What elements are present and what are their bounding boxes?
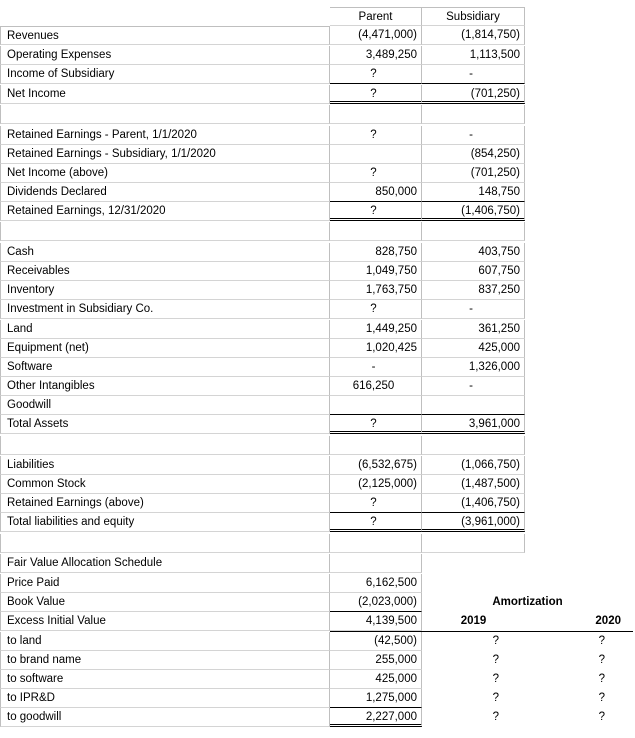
table-row	[0, 126, 635, 145]
parent-value[interactable]: ?	[330, 85, 422, 104]
subsidiary-value[interactable]: (1,814,750)	[422, 26, 525, 45]
row-label[interactable]: Other Intangibles	[0, 377, 330, 396]
parent-value[interactable]: 1,763,750	[330, 281, 422, 300]
fair-value[interactable]: 425,000	[330, 670, 422, 689]
row-label[interactable]: Operating Expenses	[0, 46, 330, 65]
row-label[interactable]: Investment in Subsidiary Co.	[0, 300, 330, 319]
parent-value[interactable]: -	[330, 358, 422, 377]
header-row	[0, 7, 635, 26]
parent-value[interactable]: 1,449,250	[330, 320, 422, 339]
row-label[interactable]: Receivables	[0, 262, 330, 281]
subsidiary-value[interactable]: 425,000	[422, 339, 525, 358]
amort-2019[interactable]: ?	[492, 635, 499, 647]
table-row	[0, 202, 635, 221]
row-label[interactable]: Total Assets	[0, 415, 330, 434]
subsidiary-value[interactable]: (701,250)	[422, 85, 525, 104]
subsidiary-value[interactable]: (1,406,750)	[422, 494, 525, 513]
blank-cell	[330, 436, 422, 455]
parent-value[interactable]: ?	[330, 300, 422, 319]
amort-2019[interactable]: ?	[492, 673, 499, 685]
fair-value[interactable]: 4,139,500	[330, 612, 422, 631]
table-row	[0, 262, 635, 281]
table-row	[0, 415, 635, 434]
parent-value[interactable]: ?	[330, 164, 422, 183]
parent-value[interactable]: 3,489,250	[330, 46, 422, 65]
table-row	[0, 26, 635, 45]
subsidiary-value[interactable]: 837,250	[422, 281, 525, 300]
subsidiary-value[interactable]: -	[422, 377, 525, 396]
parent-value[interactable]: 1,020,425	[330, 339, 422, 358]
table-row	[0, 593, 635, 612]
row-label[interactable]: to land	[0, 632, 330, 651]
fair-value-title[interactable]: Fair Value Allocation Schedule	[0, 554, 330, 573]
subsidiary-value[interactable]: (1,406,750)	[422, 202, 525, 221]
subsidiary-value[interactable]: (3,961,000)	[422, 513, 525, 532]
table-row	[0, 456, 635, 475]
table-row	[0, 612, 635, 631]
row-label[interactable]: Revenues	[0, 26, 330, 45]
row-label[interactable]: to brand name	[0, 651, 330, 670]
row-label[interactable]: Excess Initial Value	[0, 612, 330, 631]
table-row	[0, 339, 635, 358]
subsidiary-value[interactable]: (701,250)	[422, 164, 525, 183]
row-label[interactable]: Price Paid	[0, 574, 330, 593]
row-label[interactable]: Common Stock	[0, 475, 330, 494]
parent-value[interactable]: 850,000	[330, 183, 422, 202]
row-label[interactable]: Inventory	[0, 281, 330, 300]
row-label[interactable]: Goodwill	[0, 396, 330, 415]
row-label[interactable]: Net Income	[0, 85, 330, 104]
amort-2019[interactable]: ?	[492, 711, 499, 723]
row-label[interactable]: Liabilities	[0, 456, 330, 475]
amort-2019[interactable]: ?	[492, 654, 499, 666]
table-row	[0, 574, 635, 593]
subsidiary-value[interactable]: (1,487,500)	[422, 475, 525, 494]
parent-value[interactable]: 616,250	[330, 377, 422, 396]
row-label[interactable]: Total liabilities and equity	[0, 513, 330, 532]
table-row	[0, 320, 635, 339]
blank-cell	[422, 436, 525, 455]
subsidiary-value[interactable]: (854,250)	[422, 145, 525, 164]
blank-cell	[0, 222, 330, 241]
amort-2020[interactable]: ?	[598, 711, 605, 723]
subsidiary-value[interactable]: 3,961,000	[422, 415, 525, 434]
subsidiary-value[interactable]: 148,750	[422, 183, 525, 202]
blank-cell	[330, 534, 422, 553]
amort-2020[interactable]: ?	[598, 673, 605, 685]
blank-cell	[0, 436, 330, 455]
blank-cell	[330, 105, 422, 124]
amort-2020[interactable]: ?	[598, 692, 605, 704]
parent-value[interactable]	[330, 145, 422, 164]
amort-2019[interactable]: ?	[492, 692, 499, 704]
subsidiary-value[interactable]: 403,750	[422, 243, 525, 262]
fair-value[interactable]: 2,227,000	[330, 708, 422, 727]
parent-value[interactable]: ?	[330, 415, 422, 434]
table-row	[0, 651, 635, 670]
table-row	[0, 689, 635, 708]
table-row	[0, 475, 635, 494]
spacer-row	[0, 105, 635, 124]
parent-value[interactable]: ?	[330, 202, 422, 221]
row-label[interactable]: Retained Earnings, 12/31/2020	[0, 202, 330, 221]
blank-cell	[330, 554, 422, 573]
table-row	[0, 243, 635, 262]
row-label[interactable]: Dividends Declared	[0, 183, 330, 202]
table-row	[0, 164, 635, 183]
row-label[interactable]: Income of Subsidiary	[0, 65, 330, 84]
row-label[interactable]: Net Income (above)	[0, 164, 330, 183]
header-parent[interactable]: Parent	[330, 7, 422, 26]
amort-2020[interactable]: ?	[598, 635, 605, 647]
parent-value[interactable]: 828,750	[330, 243, 422, 262]
table-row	[0, 46, 635, 65]
parent-value[interactable]	[330, 396, 422, 415]
fair-value[interactable]: 6,162,500	[330, 574, 422, 593]
blank-cell	[330, 222, 422, 241]
blank-cell	[422, 222, 525, 241]
fair-value[interactable]: 1,275,000	[330, 689, 422, 708]
subsidiary-value[interactable]	[422, 396, 525, 415]
row-label[interactable]: Retained Earnings - Parent, 1/1/2020	[0, 126, 330, 145]
table-row	[0, 145, 635, 164]
fair-value[interactable]: 255,000	[330, 651, 422, 670]
subsidiary-value[interactable]: 1,113,500	[422, 46, 525, 65]
table-row	[0, 358, 635, 377]
table-row	[0, 281, 635, 300]
blank-cell	[0, 105, 330, 124]
row-label[interactable]: Cash	[0, 243, 330, 262]
year-2020-header[interactable]: 2020	[595, 615, 621, 627]
parent-value[interactable]: ?	[330, 65, 422, 84]
blank-cell	[422, 105, 525, 124]
spacer-row	[0, 534, 635, 553]
blank-cell	[422, 534, 525, 553]
row-label[interactable]: Land	[0, 320, 330, 339]
table-row	[0, 632, 635, 651]
row-label[interactable]: Retained Earnings (above)	[0, 494, 330, 513]
subsidiary-value[interactable]: -	[422, 300, 525, 319]
spacer-row	[0, 222, 635, 241]
row-label[interactable]: Equipment (net)	[0, 339, 330, 358]
table-row	[0, 300, 635, 319]
subsidiary-value[interactable]: 361,250	[422, 320, 525, 339]
amort-2020[interactable]: ?	[598, 654, 605, 666]
year-2019-header[interactable]: 2019	[460, 615, 487, 627]
subsidiary-value[interactable]: 1,326,000	[422, 358, 525, 377]
table-row	[0, 396, 635, 415]
subsidiary-value[interactable]: -	[422, 126, 525, 145]
row-label[interactable]: to software	[0, 670, 330, 689]
header-subsidiary[interactable]: Subsidiary	[422, 7, 525, 26]
fair-value[interactable]: (2,023,000)	[330, 593, 422, 612]
table-row	[0, 708, 635, 727]
table-row	[0, 183, 635, 202]
amortization-header[interactable]: Amortization	[492, 596, 563, 608]
table-row	[0, 554, 635, 573]
row-label[interactable]: Retained Earnings - Subsidiary, 1/1/2020	[0, 145, 330, 164]
row-label[interactable]: Software	[0, 358, 330, 377]
subsidiary-value[interactable]: 607,750	[422, 262, 525, 281]
table-row	[0, 670, 635, 689]
parent-value[interactable]: ?	[330, 513, 422, 532]
row-label[interactable]: Book Value	[0, 593, 330, 612]
spacer-row	[0, 436, 635, 455]
parent-value[interactable]: (4,471,000)	[330, 26, 422, 45]
parent-value[interactable]: ?	[330, 126, 422, 145]
table-row	[0, 85, 635, 104]
blank-cell	[0, 534, 330, 553]
table-row	[0, 377, 635, 396]
parent-value[interactable]: (2,125,000)	[330, 475, 422, 494]
table-row	[0, 65, 635, 84]
row-label[interactable]: to IPR&D	[0, 689, 330, 708]
parent-value[interactable]: (6,532,675)	[330, 456, 422, 475]
parent-value[interactable]: 1,049,750	[330, 262, 422, 281]
subsidiary-value[interactable]: (1,066,750)	[422, 456, 525, 475]
parent-value[interactable]: ?	[330, 494, 422, 513]
subsidiary-value[interactable]: -	[422, 65, 525, 84]
fair-value[interactable]: (42,500)	[330, 632, 422, 651]
row-label[interactable]: to goodwill	[0, 708, 330, 727]
table-row	[0, 513, 635, 532]
table-row	[0, 494, 635, 513]
